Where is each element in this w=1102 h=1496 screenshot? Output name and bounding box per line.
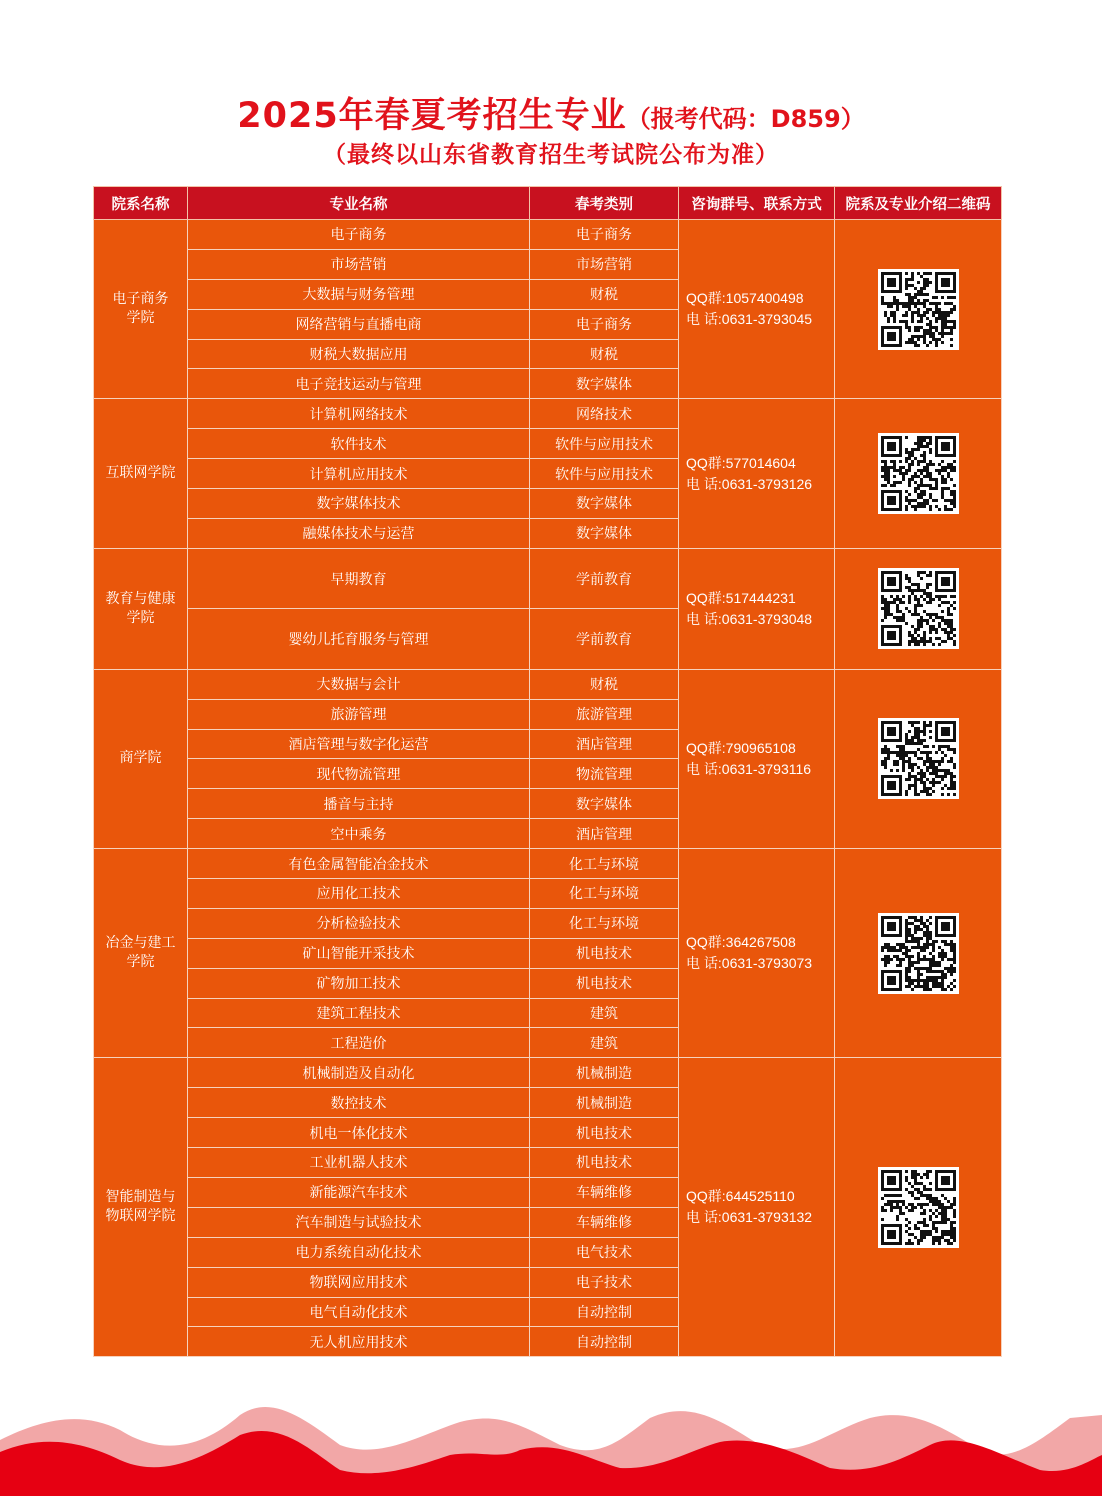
- header-qrcode: 院系及专业介绍二维码: [835, 187, 1002, 220]
- contact-info: [679, 399, 835, 548]
- qr-code-icon[interactable]: [878, 269, 959, 350]
- exam-category: 化工与环境: [530, 879, 679, 909]
- exam-code: （报考代码：D859）: [626, 105, 865, 133]
- page-subtitle: （最终以山东省教育招生考试院公布为准）: [323, 142, 779, 168]
- exam-category: 数字媒体: [530, 789, 679, 819]
- table-row: [94, 548, 1002, 609]
- major-name: 计算机应用技术: [188, 459, 530, 489]
- college-name: 教育与健康 学院: [94, 548, 188, 669]
- header-contact: 咨询群号、联系方式: [679, 187, 835, 220]
- phone-number: 电 话:0631-3793073: [686, 955, 813, 972]
- college-name: 互联网学院: [94, 399, 188, 548]
- exam-category: 财税: [530, 669, 679, 699]
- exam-category: 软件与应用技术: [530, 429, 679, 459]
- qr-code-cell: [835, 220, 1002, 399]
- major-name: 现代物流管理: [188, 759, 530, 789]
- exam-category: 电子技术: [530, 1267, 679, 1297]
- exam-category: 市场营销: [530, 249, 679, 279]
- major-name: 融媒体技术与运营: [188, 518, 530, 548]
- qr-code-icon[interactable]: [878, 568, 959, 649]
- exam-category: 软件与应用技术: [530, 459, 679, 489]
- table-row: [94, 669, 1002, 699]
- exam-category: 财税: [530, 279, 679, 309]
- major-name: 无人机应用技术: [188, 1327, 530, 1357]
- major-name: 旅游管理: [188, 699, 530, 729]
- majors-table: [93, 186, 1002, 1357]
- major-name: 婴幼儿托育服务与管理: [188, 609, 530, 670]
- header-category: 春考类别: [530, 187, 679, 220]
- exam-category: 学前教育: [530, 548, 679, 609]
- phone-number: 电 话:0631-3793132: [686, 1209, 813, 1226]
- contact-info: [679, 548, 835, 669]
- table-header-row: [94, 187, 1002, 220]
- exam-category: 建筑: [530, 1028, 679, 1058]
- exam-category: 机械制造: [530, 1058, 679, 1088]
- qr-code-cell: [835, 1058, 1002, 1357]
- qr-code-cell: [835, 548, 1002, 669]
- exam-category: 旅游管理: [530, 699, 679, 729]
- college-name: 商学院: [94, 669, 188, 848]
- major-name: 有色金属智能冶金技术: [188, 849, 530, 879]
- major-name: 数字媒体技术: [188, 489, 530, 519]
- contact-info: [679, 849, 835, 1058]
- qr-code-icon[interactable]: [878, 913, 959, 994]
- major-name: 播音与主持: [188, 789, 530, 819]
- major-name: 矿山智能开采技术: [188, 938, 530, 968]
- major-name: 新能源汽车技术: [188, 1177, 530, 1207]
- header-college: 院系名称: [94, 187, 188, 220]
- qr-code-cell: [835, 849, 1002, 1058]
- major-name: 网络营销与直播电商: [188, 309, 530, 339]
- exam-category: 酒店管理: [530, 819, 679, 849]
- major-name: 分析检验技术: [188, 908, 530, 938]
- exam-category: 数字媒体: [530, 489, 679, 519]
- major-name: 机电一体化技术: [188, 1118, 530, 1148]
- exam-category: 机电技术: [530, 968, 679, 998]
- exam-category: 电气技术: [530, 1237, 679, 1267]
- exam-category: 车辆维修: [530, 1207, 679, 1237]
- qq-group: QQ群:644525110: [686, 1188, 795, 1205]
- major-name: 早期教育: [188, 548, 530, 609]
- major-name: 矿物加工技术: [188, 968, 530, 998]
- exam-category: 车辆维修: [530, 1177, 679, 1207]
- exam-category: 机械制造: [530, 1088, 679, 1118]
- qq-group: QQ群:517444231: [686, 589, 796, 606]
- qq-group: QQ群:790965108: [686, 739, 796, 756]
- major-name: 电子竞技运动与管理: [188, 369, 530, 399]
- qr-code-icon[interactable]: [878, 718, 959, 799]
- qq-group: QQ群:577014604: [686, 454, 796, 471]
- exam-category: 网络技术: [530, 399, 679, 429]
- exam-category: 化工与环境: [530, 908, 679, 938]
- exam-category: 自动控制: [530, 1297, 679, 1327]
- exam-category: 数字媒体: [530, 518, 679, 548]
- qr-code-icon[interactable]: [878, 1167, 959, 1248]
- qr-code-cell: [835, 669, 1002, 848]
- major-name: 财税大数据应用: [188, 339, 530, 369]
- exam-category: 电子商务: [530, 220, 679, 250]
- major-name: 酒店管理与数字化运营: [188, 729, 530, 759]
- major-name: 工业机器人技术: [188, 1148, 530, 1178]
- exam-category: 化工与环境: [530, 849, 679, 879]
- exam-category: 物流管理: [530, 759, 679, 789]
- phone-number: 电 话:0631-3793048: [686, 610, 813, 627]
- exam-category: 建筑: [530, 998, 679, 1028]
- exam-category: 学前教育: [530, 609, 679, 670]
- major-name: 物联网应用技术: [188, 1267, 530, 1297]
- page-title: 2025年春夏考招生专业（报考代码：D859）: [237, 96, 865, 136]
- exam-category: 财税: [530, 339, 679, 369]
- major-name: 大数据与财务管理: [188, 279, 530, 309]
- exam-category: 数字媒体: [530, 369, 679, 399]
- decorative-waves: [0, 1400, 1102, 1496]
- contact-info: [679, 220, 835, 399]
- qr-code-icon[interactable]: [878, 433, 959, 514]
- major-name: 数控技术: [188, 1088, 530, 1118]
- major-name: 电气自动化技术: [188, 1297, 530, 1327]
- major-name: 电力系统自动化技术: [188, 1237, 530, 1267]
- exam-category: 机电技术: [530, 1118, 679, 1148]
- major-name: 机械制造及自动化: [188, 1058, 530, 1088]
- college-name: 智能制造与 物联网学院: [94, 1058, 188, 1357]
- table-row: [94, 399, 1002, 429]
- table-row: [94, 849, 1002, 879]
- phone-number: 电 话:0631-3793116: [686, 760, 812, 777]
- qq-group: QQ群:364267508: [686, 934, 796, 951]
- qr-code-cell: [835, 399, 1002, 548]
- major-name: 软件技术: [188, 429, 530, 459]
- major-name: 汽车制造与试验技术: [188, 1207, 530, 1237]
- major-name: 大数据与会计: [188, 669, 530, 699]
- contact-info: [679, 1058, 835, 1357]
- major-name: 空中乘务: [188, 819, 530, 849]
- exam-category: 电子商务: [530, 309, 679, 339]
- table-body: [94, 220, 1002, 1357]
- college-name: 冶金与建工 学院: [94, 849, 188, 1058]
- header-major: 专业名称: [188, 187, 530, 220]
- table-row: [94, 1058, 1002, 1088]
- major-name: 市场营销: [188, 249, 530, 279]
- major-name: 工程造价: [188, 1028, 530, 1058]
- major-name: 建筑工程技术: [188, 998, 530, 1028]
- exam-category: 机电技术: [530, 938, 679, 968]
- exam-category: 酒店管理: [530, 729, 679, 759]
- table-row: [94, 220, 1002, 250]
- college-name: 电子商务 学院: [94, 220, 188, 399]
- major-name: 电子商务: [188, 220, 530, 250]
- exam-category: 机电技术: [530, 1148, 679, 1178]
- major-name: 应用化工技术: [188, 879, 530, 909]
- qq-group: QQ群:1057400498: [686, 290, 804, 307]
- phone-number: 电 话:0631-3793126: [686, 475, 813, 492]
- contact-info: [679, 669, 835, 848]
- major-name: 计算机网络技术: [188, 399, 530, 429]
- phone-number: 电 话:0631-3793045: [686, 311, 813, 328]
- exam-category: 自动控制: [530, 1327, 679, 1357]
